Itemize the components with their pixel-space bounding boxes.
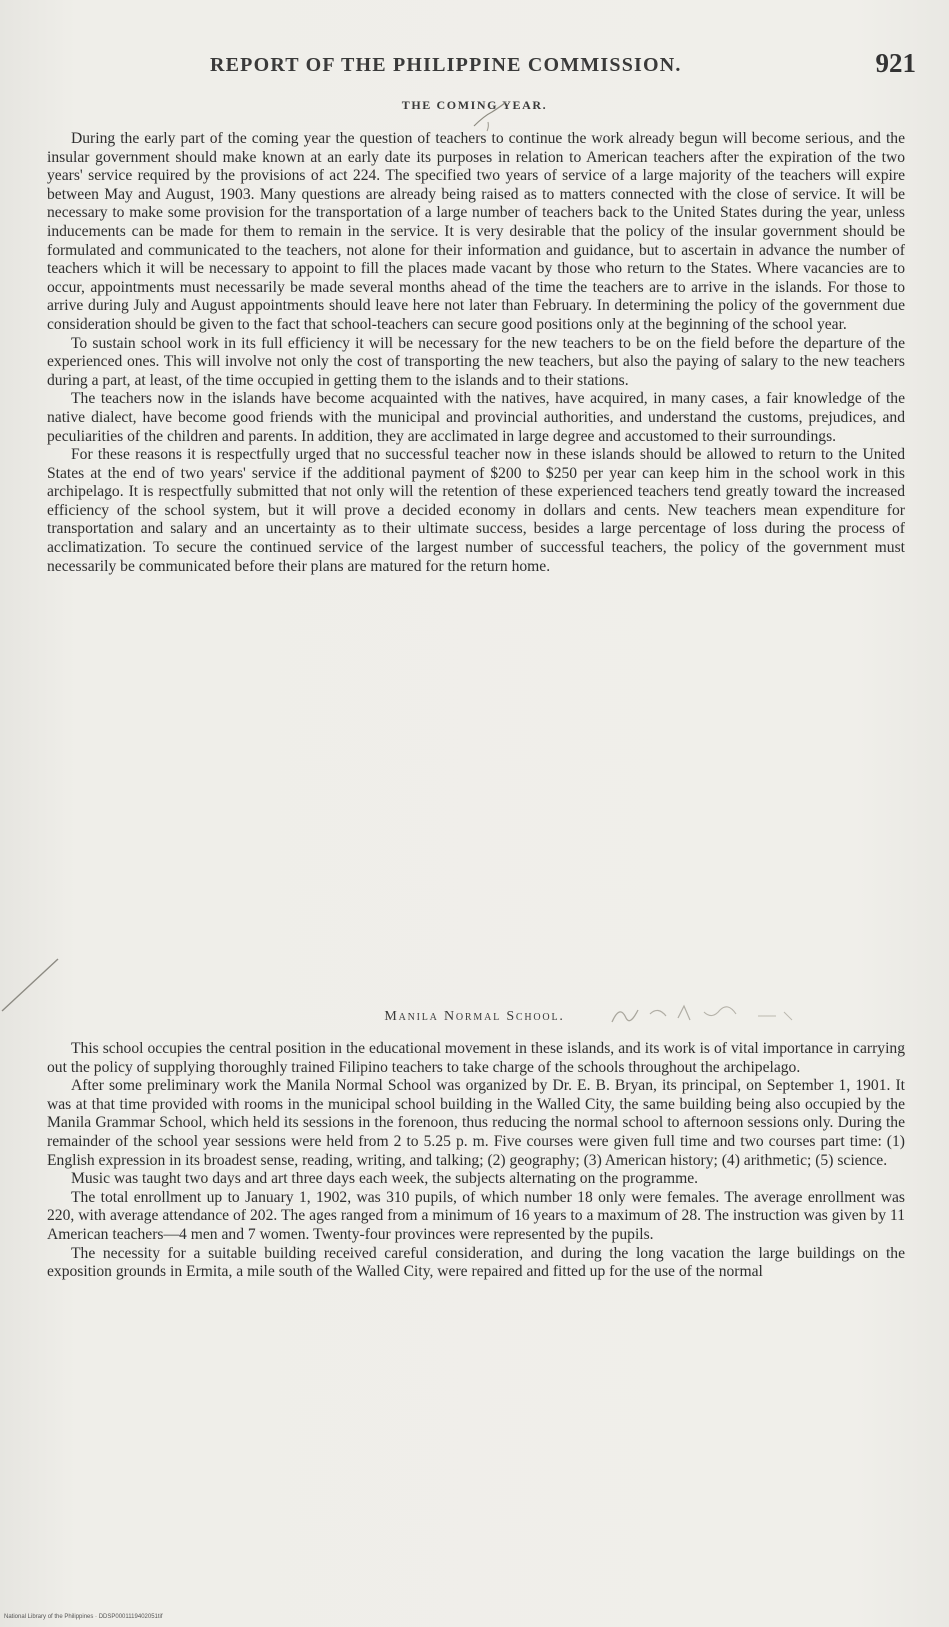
paragraph: To sustain school work in its full efficiency it will be necessary for the new teachers to be on the field before the departure of the experienced ones. This will involve not only the cost of transporting the new teachers, but also the paying of salary to the new teachers during a part, at least, of the time occupied in getting them to the islands and to their stations.: [47, 334, 905, 389]
paragraph: The teachers now in the islands have become acquainted with the natives, have acquired, in many cases, a fair knowledge of the native dialect, have become good friends with the municipal and provincial authorities, and understand the customs, prejudices, and peculiarities of the children and parents. In addition, they are acclimated in large degree and accustomed to their surroundings.: [47, 390, 905, 445]
section-body-manila-normal-school: [47, 1040, 905, 1282]
paragraph: This school occupies the central position in the educational movement in these islands, and its work is of vital importance in carrying out the policy of supplying thoroughly trained Filipino teachers to take charge of the schools throughout the archipelago.: [47, 1040, 905, 1076]
running-head: REPORT OF THE PHILIPPINE COMMISSION.: [210, 54, 682, 76]
margin-stroke-icon: [0, 955, 60, 1015]
page-header: [40, 48, 916, 88]
page-number: 921: [875, 48, 916, 78]
scan-credit: National Library of the Philippines · DDSP0001119402051tif: [4, 1614, 163, 1620]
paragraph: During the early part of the coming year the question of teachers to continue the work already begun will become serious, and the insular government should make known at an early date its purposes in relation to American teachers after the expiration of the two years' service required by the provisions of act 224. The specified two years of service of a large majority of the teachers will expire between May and August, 1903. Many questions are already being raised as to matters connected with the close of service. It will be necessary to make some provision for the transportation of a large number of teachers back to the United States during the year, unless inducements can be made for them to remain in the service. It is very desirable that the policy of the insular government should be formulated and communicated to the teachers, not alone for their information and guidance, but to ascertain in advance the number of teachers which it will be necessary to appoint to fill the places made vacant by those who return to the States. Where vacancies are to occur, appointments must necessarily be made several months ahead of the time the teachers are to arrive in the islands. For those to arrive during July and August appointments should leave here not later than February. In determining the policy of the government due consideration should be given to the fact that school-teachers can secure good positions only at the beginning of the school year.: [47, 130, 905, 333]
paragraph: The total enrollment up to January 1, 1902, was 310 pupils, of which number 18 only were females. The average enrollment was 220, with average attendance of 202. The ages ranged from a minimum of 16 years to a maximum of 28. The instruction was given by 11 American teachers—4 men and 7 women. Twenty-four provinces were represented by the pupils.: [47, 1188, 905, 1243]
paragraph: Music was taught two days and art three days each week, the subjects alternating on the programme.: [71, 1170, 699, 1188]
handwritten-note-icon: [608, 998, 808, 1030]
paragraph: After some preliminary work the Manila Normal School was organized by Dr. E. B. Bryan, its principal, on September 1, 1901. It was at that time provided with rooms in the municipal school building in the Walled City, the same building being also occupied by the Manila Grammar School, which held its sessions in the forenoon, thus reducing the normal school to afternoon sessions only. During the remainder of the school year sessions were held from 2 to 5.25 p. m. Five courses were given full time and two courses part time: (1) English expression in its broadest sense, reading, writing, and talking; (2) geography; (3) American history; (4) arithmetic; (5) science.: [47, 1077, 905, 1169]
pencil-mark-icon: [470, 100, 510, 132]
section-title-coming-year: THE COMING YEAR.: [401, 98, 548, 112]
section-body-coming-year: [47, 130, 905, 576]
paragraph: The necessity for a suitable building received careful consideration, and during the long vacation the large buildings on the exposition grounds in Ermita, a mile south of the Walled City, were repaired and fitted up for the use of the normal: [47, 1244, 905, 1281]
section-title-manila-normal-school: Manila Normal School.: [384, 1009, 565, 1024]
paragraph: For these reasons it is respectfully urged that no successful teacher now in these islands should be allowed to return to the United States at the end of two years' service if the additional payment of $200 to $250 per year can keep him in the school work in this archipelago. It is respectfully submitted that not only will the retention of these experienced teachers tend greatly toward the increased efficiency of the school system, but it will prove a decided economy in dollars and cents. New teachers mean expenditure for transportation and salary and an uncertainty as to their ultimate success, besides a large percentage of loss during the process of acclimatization. To secure the continued service of the largest number of successful teachers, the policy of the government must necessarily be communicated before their plans are matured for the return home.: [47, 446, 905, 575]
